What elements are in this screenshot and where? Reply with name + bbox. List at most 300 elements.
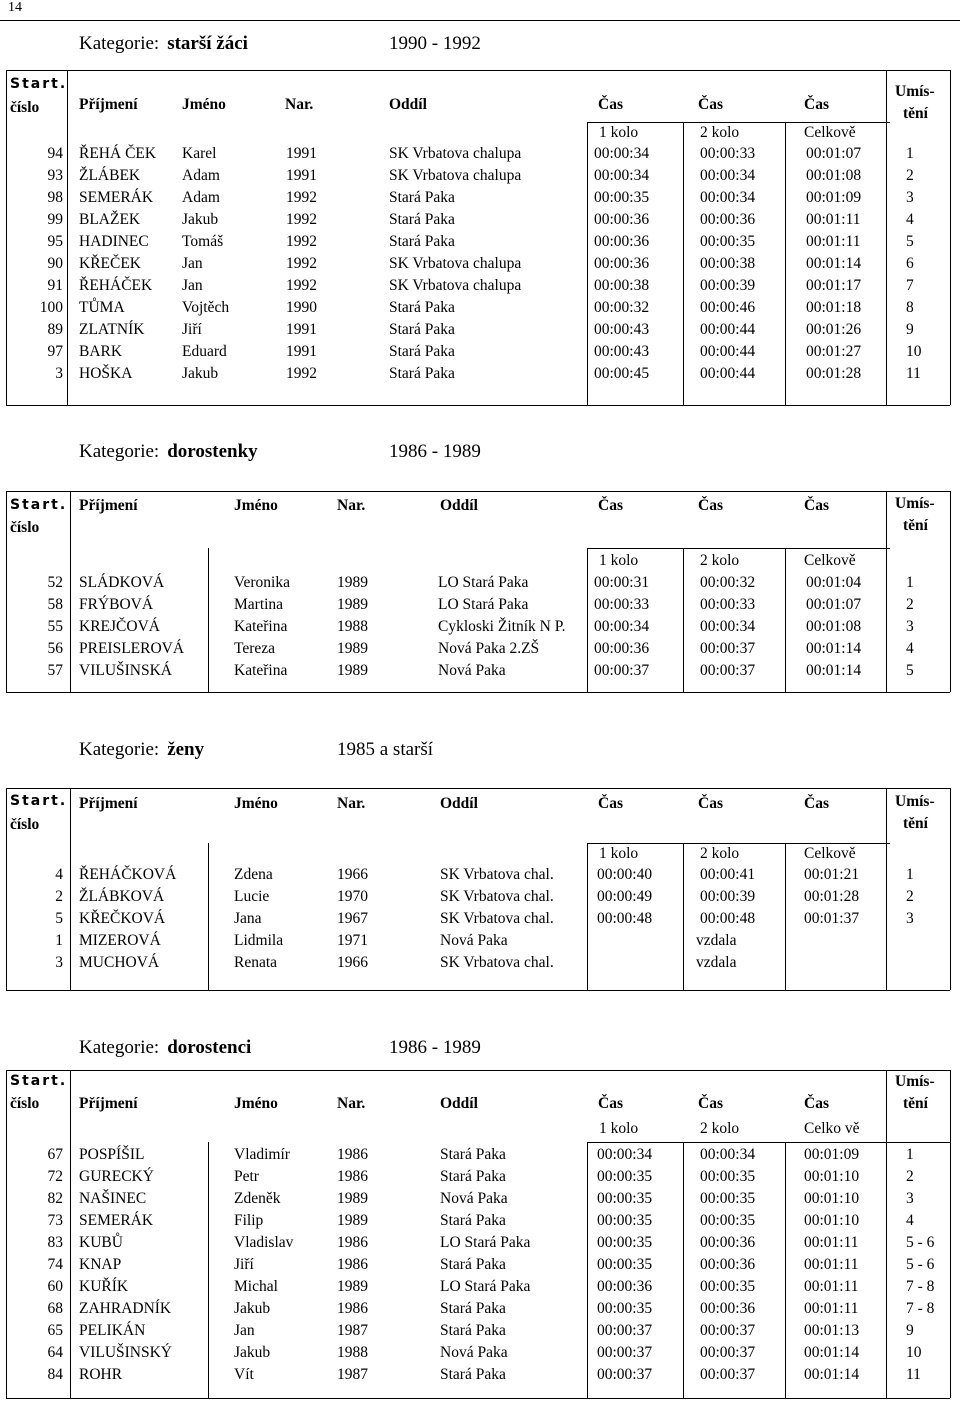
birth-year: 1987 bbox=[337, 1322, 368, 1339]
club: Cykloski Žitník N P. bbox=[438, 618, 566, 635]
time-round-2: 00:00:35 bbox=[700, 233, 756, 250]
time-round-2: 00:00:36 bbox=[700, 1234, 756, 1251]
club: Nová Paka bbox=[440, 1344, 508, 1361]
table-bottom-border bbox=[6, 692, 950, 693]
birth-year: 1989 bbox=[337, 1212, 368, 1229]
surname: ZAHRADNÍK bbox=[79, 1300, 172, 1317]
category-years: 1986 - 1989 bbox=[389, 441, 481, 462]
time-round-1: 00:00:36 bbox=[594, 255, 650, 272]
time-round-2: 00:00:34 bbox=[700, 618, 756, 635]
surname: KŘEČEK bbox=[79, 255, 141, 272]
first-name: Jiří bbox=[182, 321, 202, 338]
first-name: Adam bbox=[182, 167, 220, 184]
time-round-2: 00:00:32 bbox=[700, 574, 756, 591]
table-row bbox=[0, 596, 960, 618]
header-first-name: Jméno bbox=[234, 795, 278, 812]
category-name: ženy bbox=[167, 739, 205, 760]
top-rule bbox=[0, 20, 960, 21]
club: Stará Paka bbox=[440, 1168, 506, 1185]
time-round-1: 00:00:35 bbox=[597, 1234, 653, 1251]
table-top-border bbox=[6, 491, 950, 492]
placement: 2 bbox=[906, 596, 914, 613]
surname: TŮMA bbox=[79, 299, 125, 316]
subheader-rule bbox=[588, 122, 890, 123]
surname: NAŠINEC bbox=[79, 1190, 147, 1207]
club: SK Vrbatova chal. bbox=[440, 866, 554, 883]
time-round-1: 00:00:37 bbox=[597, 1366, 653, 1383]
table-row bbox=[0, 277, 960, 299]
time-round-1: 00:00:31 bbox=[594, 574, 650, 591]
surname: MIZEROVÁ bbox=[79, 932, 161, 949]
birth-year: 1992 bbox=[286, 233, 317, 250]
header-time-1: Čas bbox=[598, 795, 623, 812]
table-bottom-border bbox=[6, 990, 950, 991]
start-number: 1 bbox=[55, 932, 63, 949]
time-round-2: 00:00:39 bbox=[700, 888, 756, 905]
time-round-2: 00:00:35 bbox=[700, 1190, 756, 1207]
time-round-1: 00:00:49 bbox=[597, 888, 653, 905]
placement: 10 bbox=[906, 1344, 922, 1361]
subheader-total: Celko vě bbox=[804, 1120, 860, 1137]
table-row bbox=[0, 640, 960, 662]
table-row bbox=[0, 1300, 960, 1322]
time-round-2: 00:00:36 bbox=[700, 211, 756, 228]
club: Nová Paka bbox=[440, 932, 508, 949]
table-row bbox=[0, 1212, 960, 1234]
time-round-2: 00:00:37 bbox=[700, 1344, 756, 1361]
header-time-total: Čas bbox=[804, 1095, 829, 1112]
table-row bbox=[0, 954, 960, 976]
category-title bbox=[79, 33, 481, 55]
time-round-2: 00:00:34 bbox=[700, 167, 756, 184]
start-number: 64 bbox=[47, 1344, 63, 1361]
start-number: 60 bbox=[47, 1278, 63, 1295]
header-time-total: Čas bbox=[804, 497, 829, 514]
category-years: 1985 a starší bbox=[337, 739, 434, 760]
header-start: Start. bbox=[10, 76, 68, 92]
surname: SLÁDKOVÁ bbox=[79, 574, 165, 591]
subheader-round-1: 1 kolo bbox=[599, 552, 639, 569]
placement: 3 bbox=[906, 910, 914, 927]
start-number: 5 bbox=[55, 910, 63, 927]
first-name: Martina bbox=[234, 596, 284, 613]
birth-year: 1986 bbox=[337, 1146, 368, 1163]
header-surname: Příjmení bbox=[79, 795, 138, 812]
subheader-round-2: 2 kolo bbox=[700, 552, 740, 569]
start-number: 68 bbox=[47, 1300, 63, 1317]
header-time-2: Čas bbox=[698, 96, 723, 113]
placement: 1 bbox=[906, 1146, 914, 1163]
start-number: 82 bbox=[47, 1190, 63, 1207]
subheader-round-1: 1 kolo bbox=[599, 124, 639, 141]
start-number: 93 bbox=[47, 167, 63, 184]
subheader-rule bbox=[588, 1142, 950, 1143]
birth-year: 1986 bbox=[337, 1256, 368, 1273]
start-number: 58 bbox=[47, 596, 63, 613]
header-time-2: Čas bbox=[698, 497, 723, 514]
table-row bbox=[0, 1190, 960, 1212]
surname: VILUŠINSKÝ bbox=[79, 1344, 172, 1361]
start-number: 3 bbox=[55, 365, 63, 382]
table-row bbox=[0, 888, 960, 910]
subheader-total: Celkově bbox=[804, 552, 856, 569]
time-round-2: 00:00:37 bbox=[700, 662, 756, 679]
first-name: Adam bbox=[182, 189, 220, 206]
time-round-2: 00:00:35 bbox=[700, 1212, 756, 1229]
start-number: 72 bbox=[47, 1168, 63, 1185]
start-number: 74 bbox=[47, 1256, 63, 1273]
time-round-2: 00:00:36 bbox=[700, 1300, 756, 1317]
birth-year: 1987 bbox=[337, 1366, 368, 1383]
table-row bbox=[0, 1146, 960, 1168]
surname: KREJČOVÁ bbox=[79, 618, 160, 635]
club: SK Vrbatova chalupa bbox=[389, 167, 522, 184]
time-round-1: 00:00:35 bbox=[594, 189, 650, 206]
birth-year: 1992 bbox=[286, 255, 317, 272]
time-round-1: 00:00:35 bbox=[597, 1190, 653, 1207]
first-name: Renata bbox=[234, 954, 278, 971]
club: Stará Paka bbox=[440, 1146, 506, 1163]
club: SK Vrbatova chalupa bbox=[389, 255, 522, 272]
header-number: číslo bbox=[10, 519, 40, 536]
time-round-1: 00:00:36 bbox=[597, 1278, 653, 1295]
club: Nová Paka 2.ZŠ bbox=[438, 640, 540, 657]
header-place-2: tění bbox=[903, 815, 928, 832]
header-place: Umís- bbox=[895, 495, 935, 512]
placement: 5 - 6 bbox=[906, 1234, 935, 1251]
time-round-2: 00:00:35 bbox=[700, 1278, 756, 1295]
start-number: 4 bbox=[55, 866, 63, 883]
time-total: 00:01:18 bbox=[806, 299, 862, 316]
placement: 7 - 8 bbox=[906, 1300, 935, 1317]
surname: HOŠKA bbox=[79, 365, 133, 382]
category-label: Kategorie: bbox=[79, 33, 160, 54]
start-number: 89 bbox=[47, 321, 63, 338]
time-round-2: 00:00:44 bbox=[700, 343, 756, 360]
start-number: 94 bbox=[47, 145, 63, 162]
birth-year: 1989 bbox=[337, 640, 368, 657]
table-row bbox=[0, 618, 960, 640]
table-row bbox=[0, 1366, 960, 1388]
time-round-1: 00:00:37 bbox=[594, 662, 650, 679]
time-round-2: 00:00:41 bbox=[700, 866, 756, 883]
start-number: 3 bbox=[55, 954, 63, 971]
time-round-2: 00:00:37 bbox=[700, 1366, 756, 1383]
first-name: Kateřina bbox=[234, 618, 288, 635]
placement: 8 bbox=[906, 299, 914, 316]
first-name: Jana bbox=[234, 910, 262, 927]
category-title bbox=[79, 1037, 481, 1059]
first-name: Jakub bbox=[234, 1344, 271, 1361]
first-name: Eduard bbox=[182, 343, 227, 360]
header-time-2: Čas bbox=[698, 795, 723, 812]
start-number: 52 bbox=[47, 574, 63, 591]
birth-year: 1992 bbox=[286, 189, 317, 206]
surname: PELIKÁN bbox=[79, 1322, 146, 1339]
header-club: Oddíl bbox=[440, 497, 478, 514]
category-years: 1986 - 1989 bbox=[389, 1037, 481, 1058]
header-time-1: Čas bbox=[598, 96, 623, 113]
time-total: 00:01:09 bbox=[804, 1146, 860, 1163]
time-round-2: 00:00:37 bbox=[700, 640, 756, 657]
birth-year: 1992 bbox=[286, 365, 317, 382]
category-name: dorostenci bbox=[167, 1037, 252, 1058]
subheader-round-1: 1 kolo bbox=[599, 1120, 639, 1137]
category-title bbox=[79, 441, 481, 463]
subheader-round-2: 2 kolo bbox=[700, 845, 740, 862]
club: Stará Paka bbox=[440, 1322, 506, 1339]
time-total: 00:01:21 bbox=[804, 866, 860, 883]
table-row bbox=[0, 574, 960, 596]
first-name: Filip bbox=[234, 1212, 264, 1229]
first-name: Jan bbox=[182, 277, 203, 294]
placement: 1 bbox=[906, 145, 914, 162]
header-place-2: tění bbox=[903, 1095, 928, 1112]
category-name: dorostenky bbox=[167, 441, 258, 462]
time-round-2: vzdala bbox=[696, 954, 737, 971]
surname: ZLATNÍK bbox=[79, 321, 145, 338]
placement: 9 bbox=[906, 321, 914, 338]
first-name: Kateřina bbox=[234, 662, 288, 679]
time-total: 00:01:11 bbox=[804, 1234, 859, 1251]
club: Stará Paka bbox=[389, 233, 455, 250]
time-round-1: 00:00:43 bbox=[594, 343, 650, 360]
time-round-1: 00:00:45 bbox=[594, 365, 650, 382]
header-start: Start. bbox=[10, 497, 68, 513]
header-start: Start. bbox=[10, 1073, 68, 1089]
birth-year: 1986 bbox=[337, 1300, 368, 1317]
time-total: 00:01:11 bbox=[804, 1300, 859, 1317]
time-round-2: 00:00:33 bbox=[700, 596, 756, 613]
table-bottom-border bbox=[6, 1398, 950, 1399]
start-number: 90 bbox=[47, 255, 63, 272]
time-round-1: 00:00:34 bbox=[594, 145, 650, 162]
subheader-total: Celkově bbox=[804, 845, 856, 862]
surname: ŘEHÁČKOVÁ bbox=[79, 866, 177, 883]
birth-year: 1967 bbox=[337, 910, 368, 927]
placement: 7 bbox=[906, 277, 914, 294]
surname: ŘEHÁČEK bbox=[79, 277, 153, 294]
time-round-1: 00:00:38 bbox=[594, 277, 650, 294]
time-total: 00:01:14 bbox=[806, 640, 862, 657]
time-total: 00:01:28 bbox=[806, 365, 862, 382]
placement: 4 bbox=[906, 640, 914, 657]
birth-year: 1989 bbox=[337, 1190, 368, 1207]
table-row bbox=[0, 145, 960, 167]
placement: 5 - 6 bbox=[906, 1256, 935, 1273]
placement: 6 bbox=[906, 255, 914, 272]
surname: SEMERÁK bbox=[79, 189, 154, 206]
club: Stará Paka bbox=[440, 1300, 506, 1317]
time-total: 00:01:27 bbox=[806, 343, 862, 360]
time-total: 00:01:17 bbox=[806, 277, 862, 294]
birth-year: 1971 bbox=[337, 932, 368, 949]
placement: 1 bbox=[906, 574, 914, 591]
header-place-2: tění bbox=[903, 517, 928, 534]
time-round-2: 00:00:48 bbox=[700, 910, 756, 927]
first-name: Vladimír bbox=[234, 1146, 290, 1163]
birth-year: 1986 bbox=[337, 1234, 368, 1251]
time-total: 00:01:08 bbox=[806, 167, 862, 184]
start-number: 99 bbox=[47, 211, 63, 228]
first-name: Lidmila bbox=[234, 932, 284, 949]
surname: ŽLÁBEK bbox=[79, 167, 141, 184]
birth-year: 1988 bbox=[337, 618, 368, 635]
header-time-total: Čas bbox=[804, 795, 829, 812]
time-round-1: 00:00:35 bbox=[597, 1168, 653, 1185]
first-name: Vladislav bbox=[234, 1234, 294, 1251]
start-number: 84 bbox=[47, 1366, 63, 1383]
time-total: 00:01:07 bbox=[806, 145, 862, 162]
surname: KUŘÍK bbox=[79, 1278, 129, 1295]
first-name: Tomáš bbox=[182, 233, 224, 250]
first-name: Jan bbox=[234, 1322, 255, 1339]
time-total: 00:01:28 bbox=[804, 888, 860, 905]
table-row bbox=[0, 365, 960, 387]
surname: ŘEHÁ ČEK bbox=[79, 145, 157, 162]
start-number: 65 bbox=[47, 1322, 63, 1339]
club: LO Stará Paka bbox=[438, 596, 529, 613]
birth-year: 1991 bbox=[286, 167, 317, 184]
start-number: 83 bbox=[47, 1234, 63, 1251]
time-round-1: 00:00:37 bbox=[597, 1322, 653, 1339]
first-name: Vít bbox=[234, 1366, 254, 1383]
header-place: Umís- bbox=[895, 83, 935, 100]
time-total: 00:01:14 bbox=[806, 255, 862, 272]
table-row bbox=[0, 1168, 960, 1190]
club: Stará Paka bbox=[389, 343, 455, 360]
table-top-border bbox=[6, 70, 950, 71]
placement: 2 bbox=[906, 888, 914, 905]
subheader-round-2: 2 kolo bbox=[700, 1120, 740, 1137]
header-club: Oddíl bbox=[440, 1095, 478, 1112]
header-time-total: Čas bbox=[804, 96, 829, 113]
first-name: Jiří bbox=[234, 1256, 254, 1273]
time-total: 00:01:26 bbox=[806, 321, 862, 338]
birth-year: 1990 bbox=[286, 299, 317, 316]
table-row bbox=[0, 1278, 960, 1300]
surname: KNAP bbox=[79, 1256, 122, 1273]
first-name: Zdeněk bbox=[234, 1190, 281, 1207]
club: Stará Paka bbox=[389, 321, 455, 338]
time-round-1: 00:00:37 bbox=[597, 1344, 653, 1361]
time-round-1: 00:00:48 bbox=[597, 910, 653, 927]
header-club: Oddíl bbox=[389, 96, 427, 113]
subheader-total: Celkově bbox=[804, 124, 856, 141]
time-round-2: vzdala bbox=[696, 932, 737, 949]
category-label: Kategorie: bbox=[79, 739, 160, 760]
header-first-name: Jméno bbox=[182, 96, 226, 113]
header-time-1: Čas bbox=[598, 497, 623, 514]
surname: VILUŠINSKÁ bbox=[79, 662, 172, 679]
surname: POSPÍŠIL bbox=[79, 1146, 145, 1163]
placement: 3 bbox=[906, 189, 914, 206]
time-round-1: 00:00:40 bbox=[597, 866, 653, 883]
surname: BARK bbox=[79, 343, 123, 360]
header-surname: Příjmení bbox=[79, 497, 138, 514]
first-name: Jan bbox=[182, 255, 203, 272]
header-place: Umís- bbox=[895, 793, 935, 810]
time-total: 00:01:11 bbox=[804, 1256, 859, 1273]
birth-year: 1970 bbox=[337, 888, 368, 905]
surname: PREISLEROVÁ bbox=[79, 640, 185, 657]
placement: 4 bbox=[906, 211, 914, 228]
birth-year: 1991 bbox=[286, 321, 317, 338]
club: Stará Paka bbox=[389, 189, 455, 206]
club: Stará Paka bbox=[440, 1366, 506, 1383]
table-row bbox=[0, 255, 960, 277]
time-round-1: 00:00:33 bbox=[594, 596, 650, 613]
time-total: 00:01:08 bbox=[806, 618, 862, 635]
start-number: 98 bbox=[47, 189, 63, 206]
start-number: 55 bbox=[47, 618, 63, 635]
time-round-2: 00:00:46 bbox=[700, 299, 756, 316]
header-surname: Příjmení bbox=[79, 96, 138, 113]
time-total: 00:01:14 bbox=[806, 662, 862, 679]
table-bottom-border bbox=[6, 405, 950, 406]
time-round-2: 00:00:36 bbox=[700, 1256, 756, 1273]
header-club: Oddíl bbox=[440, 795, 478, 812]
time-round-1: 00:00:32 bbox=[594, 299, 650, 316]
placement: 2 bbox=[906, 1168, 914, 1185]
header-place-2: tění bbox=[903, 105, 928, 122]
table-row bbox=[0, 1234, 960, 1256]
table-row bbox=[0, 932, 960, 954]
time-round-1: 00:00:35 bbox=[597, 1256, 653, 1273]
birth-year: 1966 bbox=[337, 866, 368, 883]
table-row bbox=[0, 211, 960, 233]
club: Stará Paka bbox=[440, 1256, 506, 1273]
surname: KUBŮ bbox=[79, 1234, 123, 1251]
placement: 5 bbox=[906, 233, 914, 250]
time-total: 00:01:14 bbox=[804, 1366, 860, 1383]
surname: BLAŽEK bbox=[79, 211, 141, 228]
header-number: číslo bbox=[10, 1095, 40, 1112]
start-number: 56 bbox=[47, 640, 63, 657]
club: SK Vrbatova chalupa bbox=[389, 145, 522, 162]
time-total: 00:01:14 bbox=[804, 1344, 860, 1361]
placement: 10 bbox=[906, 343, 922, 360]
table-top-border bbox=[6, 788, 950, 789]
start-number: 73 bbox=[47, 1212, 63, 1229]
birth-year: 1989 bbox=[337, 1278, 368, 1295]
table-row bbox=[0, 167, 960, 189]
time-total: 00:01:11 bbox=[804, 1278, 859, 1295]
header-birth-year: Nar. bbox=[285, 96, 314, 113]
table-row bbox=[0, 343, 960, 365]
first-name: Vojtěch bbox=[182, 299, 230, 316]
club: LO Stará Paka bbox=[440, 1234, 531, 1251]
time-total: 00:01:10 bbox=[804, 1190, 860, 1207]
first-name: Lucie bbox=[234, 888, 270, 905]
time-round-2: 00:00:38 bbox=[700, 255, 756, 272]
table-row bbox=[0, 1344, 960, 1366]
table-row bbox=[0, 299, 960, 321]
first-name: Zdena bbox=[234, 866, 273, 883]
header-first-name: Jméno bbox=[234, 1095, 278, 1112]
time-round-2: 00:00:37 bbox=[700, 1322, 756, 1339]
category-name: starší žáci bbox=[167, 33, 248, 54]
time-round-2: 00:00:44 bbox=[700, 365, 756, 382]
time-round-2: 00:00:34 bbox=[700, 1146, 756, 1163]
header-first-name: Jméno bbox=[234, 497, 278, 514]
surname: SEMERÁK bbox=[79, 1212, 154, 1229]
birth-year: 1989 bbox=[337, 574, 368, 591]
start-number: 2 bbox=[55, 888, 63, 905]
start-number: 100 bbox=[39, 299, 63, 316]
table-row bbox=[0, 662, 960, 684]
time-total: 00:01:13 bbox=[804, 1322, 860, 1339]
